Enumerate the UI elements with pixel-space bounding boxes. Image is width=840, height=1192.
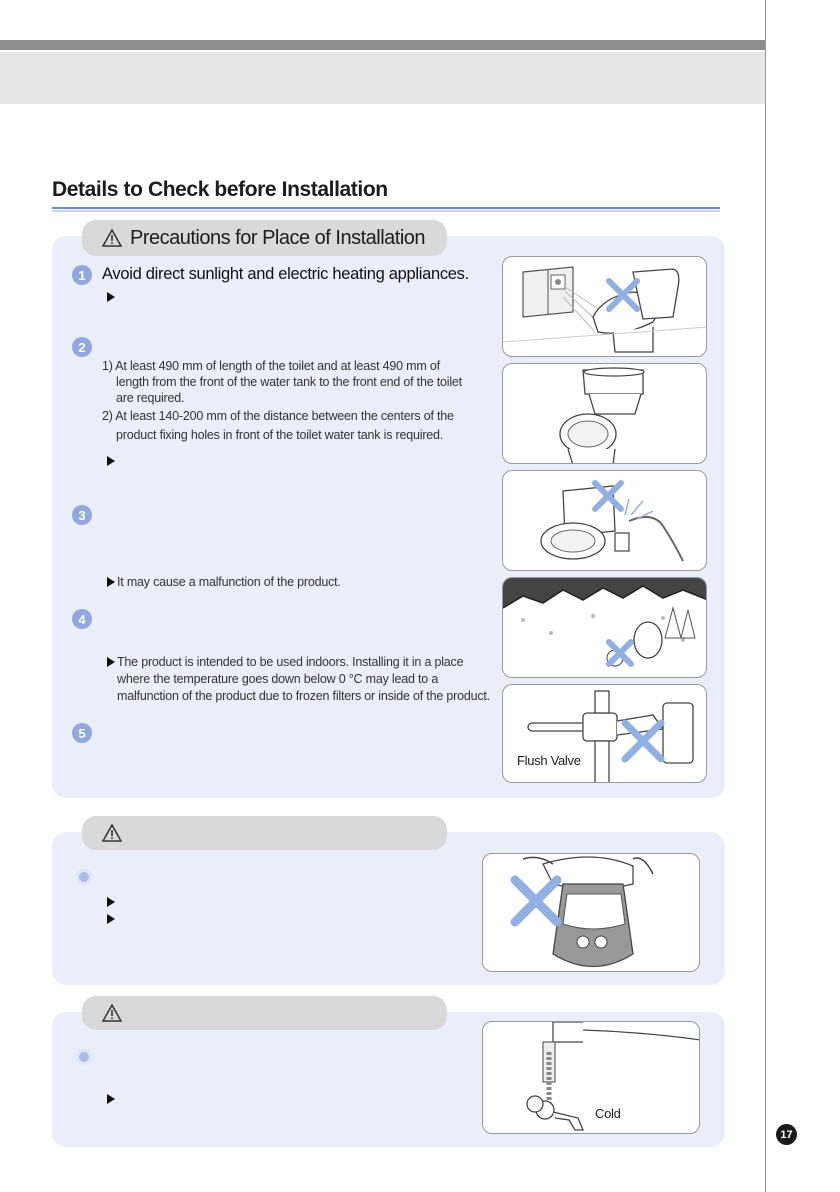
caution-tab-3 (82, 996, 447, 1030)
header-band (0, 52, 765, 104)
toilet-illustration (502, 363, 707, 464)
cold-caption: Cold (595, 1106, 621, 1121)
lift-bidet-illustration (482, 853, 700, 972)
item-2-line-3: are required. (116, 391, 185, 405)
water-spray-illustration (502, 470, 707, 571)
caution-2-bullet (76, 869, 92, 885)
item-2-line-1: 1) At least 490 mm of length of the toilet and at least 490 mm of (102, 359, 440, 373)
section-title: Details to Check before Installation (52, 178, 388, 201)
snow-illustration (502, 577, 707, 678)
item-3-badge: 3 (72, 505, 92, 525)
item-2-line-5: product fixing holes in front of the toilet water tank is required. (116, 428, 444, 442)
item-4-note-line-2: where the temperature goes down below 0 °C may lead to a (117, 672, 439, 686)
title-underline-light (52, 210, 720, 212)
item-2-line-2: length from the front of the water tank to the front end of the toilet (116, 375, 462, 389)
caution-3-arrow (107, 1094, 115, 1104)
caution-2-arrow-1 (107, 897, 115, 907)
warning-icon (102, 229, 122, 247)
caution-2-arrow-2 (107, 914, 115, 924)
sunlight-illustration (502, 256, 707, 357)
item-3-arrow (107, 577, 115, 587)
item-4-badge: 4 (72, 609, 92, 629)
flush-valve-caption: Flush Valve (517, 753, 581, 768)
precautions-tab (82, 220, 447, 256)
precautions-tab-label: Precautions for Place of Installation (130, 226, 426, 249)
item-1-arrow (107, 292, 115, 302)
item-2-arrow (107, 456, 115, 466)
flush-valve-illustration (502, 684, 707, 783)
item-2-badge: 2 (72, 337, 92, 357)
item-1-heading: Avoid direct sunlight and electric heating appliances. (102, 265, 469, 283)
item-5-badge: 5 (72, 723, 92, 743)
caution-3-bullet (76, 1049, 92, 1065)
item-4-note-line-1: The product is intended to be used indoors. Installing it in a place (117, 655, 464, 669)
caution-tab-2 (82, 816, 447, 850)
item-2-line-4: 2) At least 140-200 mm of the distance between the centers of the (102, 409, 454, 423)
warning-icon (102, 824, 122, 842)
item-4-note-line-3: malfunction of the product due to frozen filters or inside of the product. (117, 689, 490, 703)
header-bar (0, 40, 765, 50)
item-4-arrow (107, 657, 115, 667)
warning-icon (102, 1004, 122, 1022)
item-3-note: It may cause a malfunction of the product. (117, 575, 341, 589)
item-1-badge: 1 (72, 265, 92, 285)
page-edge-rule (765, 0, 766, 1192)
title-underline (52, 207, 720, 209)
page-number: 17 (776, 1124, 797, 1145)
cold-water-pipe-illustration (482, 1021, 700, 1134)
